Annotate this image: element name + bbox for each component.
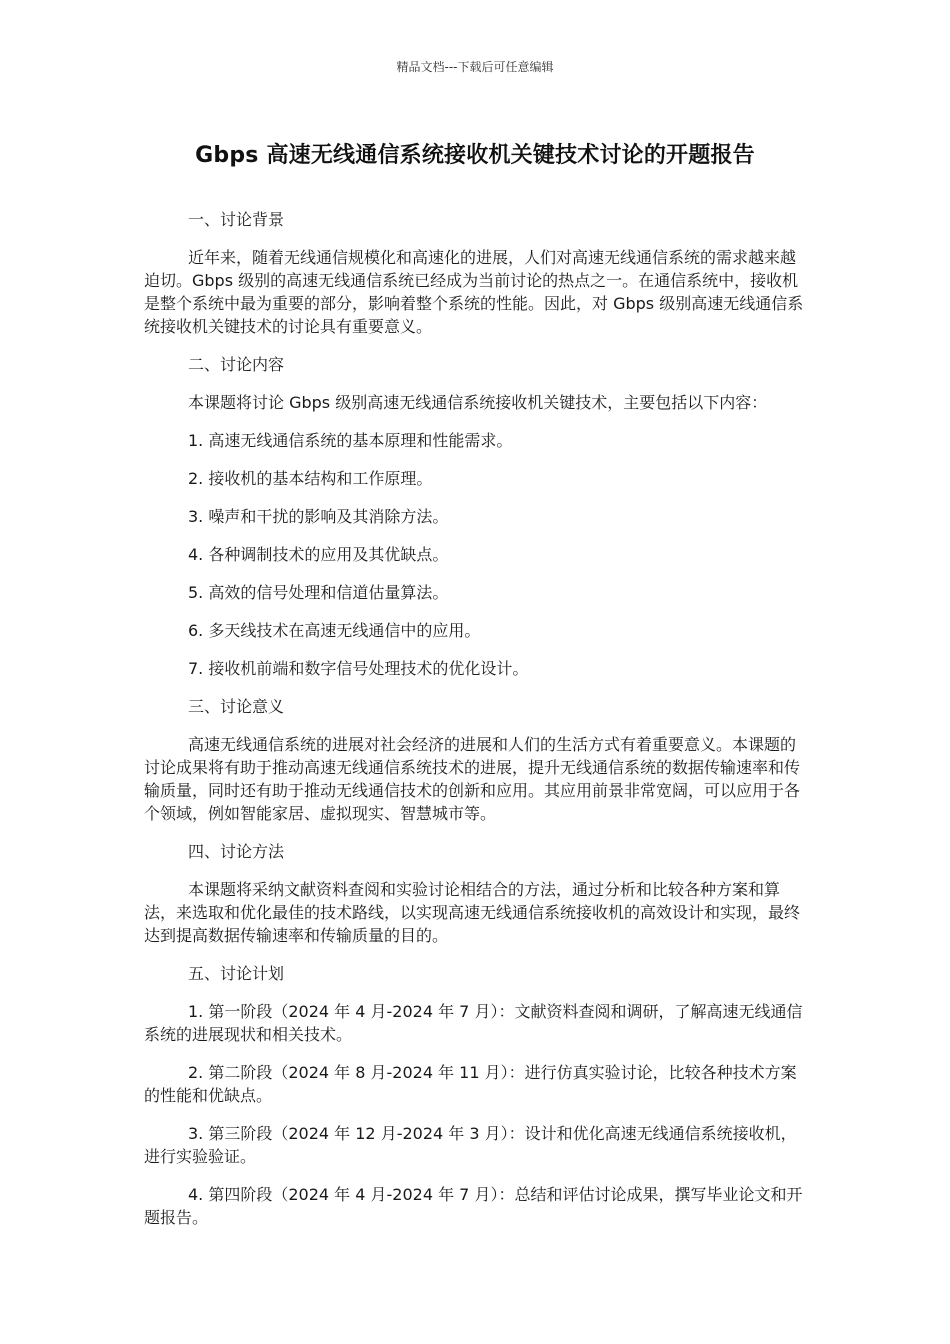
content-list-item: 5. 高效的信号处理和信道估量算法。 <box>188 583 449 602</box>
document-title: Gbps 高速无线通信系统接收机关键技术讨论的开题报告 <box>195 143 755 168</box>
content-list-item: 6. 多天线技术在高速无线通信中的应用。 <box>188 621 481 640</box>
content-list-item: 3. 噪声和干扰的影响及其消除方法。 <box>188 507 449 526</box>
significance-paragraph: 高速无线通信系统的进展对社会经济的进展和人们的生活方式有着重要意义。本课题的讨论成果将有助于推动高速无线通信系统技术的进展，提升无线通信系统的数据传输速率和传输质量，同时还有助于推动无线通信技术的创新和应用。其应用前景非常宽阔，可以应用于各个领域，例如智能家居、虚拟现实、智慧城市等。 <box>144 735 801 823</box>
method-paragraph: 本课题将采纳文献资料查阅和实验讨论相结合的方法，通过分析和比较各种方案和算法，来选取和优化最佳的技术路线，以实现高速无线通信系统接收机的高效设计和实现，最终达到提高数据传输速率和传输质量的目的。 <box>144 880 801 945</box>
section-heading-content: 二、讨论内容 <box>188 355 285 374</box>
plan-list-item: 4. 第四阶段（2024 年 4 月-2024 年 7 月）：总结和评估讨论成果，撰写毕业论文和开题报告。 <box>144 1185 803 1227</box>
plan-list-item: 3. 第三阶段（2024 年 12 月-2024 年 3 月）：设计和优化高速无线通信系统接收机，进行实验验证。 <box>144 1124 797 1166</box>
section-heading-plan: 五、讨论计划 <box>188 964 285 983</box>
plan-list-item: 2. 第二阶段（2024 年 8 月-2024 年 11 月）：进行仿真实验讨论，比较各种技术方案的性能和优缺点。 <box>144 1063 797 1105</box>
background-paragraph: 近年来，随着无线通信规模化和高速化的进展，人们对高速无线通信系统的需求越来越迫切。Gbps 级别的高速无线通信系统已经成为当前讨论的热点之一。在通信系统中，接收机是整个系统中最为重要的部分，影响着整个系统的性能。因此，对 Gbps 级别高速无线通信系统接收机关键技术的讨论具有重要意义。 <box>144 248 804 336</box>
content-list-item: 2. 接收机的基本结构和工作原理。 <box>188 469 433 488</box>
content-list-item: 4. 各种调制技术的应用及其优缺点。 <box>188 545 449 564</box>
document-body <box>144 208 808 1244</box>
content-intro: 本课题将讨论 Gbps 级别高速无线通信系统接收机关键技术，主要包括以下内容： <box>188 393 768 412</box>
plan-list-item: 1. 第一阶段（2024 年 4 月-2024 年 7 月）：文献资料查阅和调研，了解高速无线通信系统的进展现状和相关技术。 <box>144 1002 803 1044</box>
section-heading-method: 四、讨论方法 <box>188 842 285 861</box>
content-list-item: 7. 接收机前端和数字信号处理技术的优化设计。 <box>188 659 529 678</box>
section-heading-significance: 三、讨论意义 <box>188 697 285 716</box>
section-heading-background: 一、讨论背景 <box>188 210 285 229</box>
content-list-item: 1. 高速无线通信系统的基本原理和性能需求。 <box>188 431 513 450</box>
page-header: 精品文档---下载后可任意编辑 <box>396 60 554 74</box>
